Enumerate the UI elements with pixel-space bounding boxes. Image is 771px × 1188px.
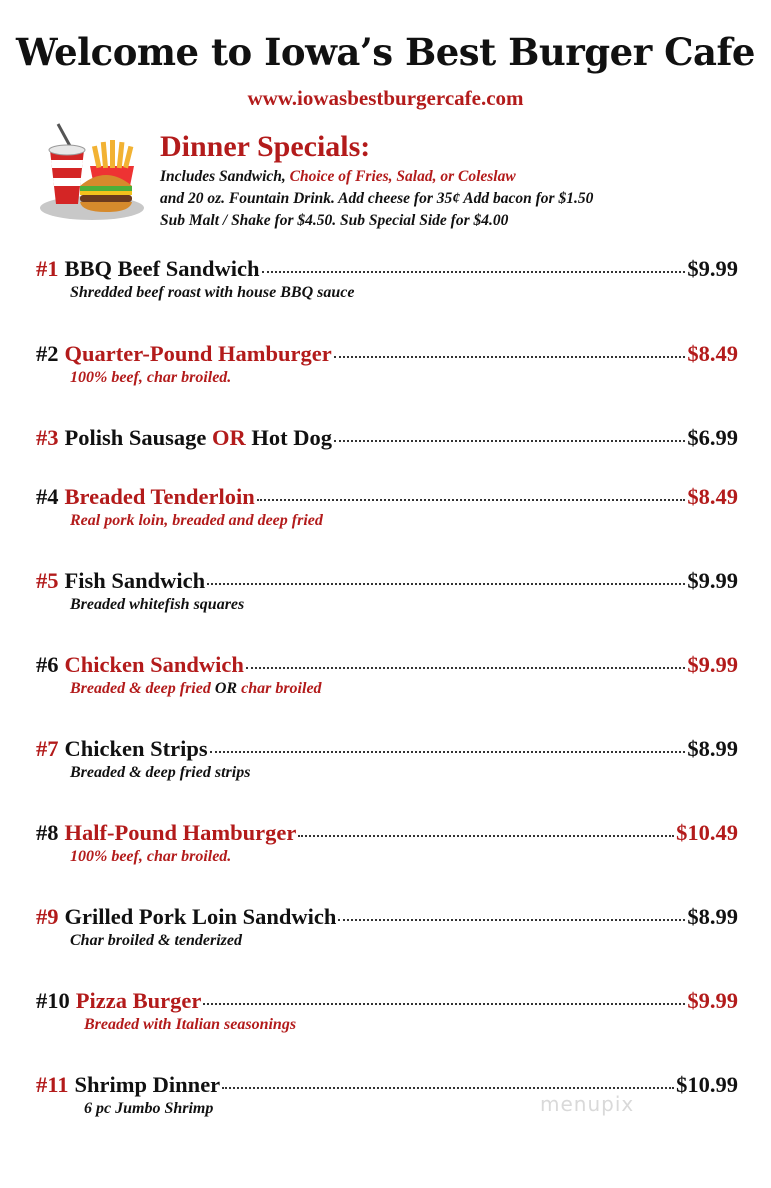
dot-leader [257,499,686,501]
item-description: Breaded & deep fried strips [70,764,251,781]
item-name: BBQ Beef Sandwich [64,256,260,281]
item-description: Real pork loin, breaded and deep fried [70,512,323,529]
item-price: $8.99 [687,904,738,929]
item-name-b: Hot Dog [245,425,333,450]
item-name: Shrimp Dinner [74,1072,221,1097]
item-name: Half-Pound Hamburger [64,820,297,845]
item-number: #2 [36,341,59,366]
watermark: menupix [540,1092,635,1116]
item-price: $9.99 [687,256,738,281]
menu-item [36,341,738,387]
item-description: 100% beef, char broiled. [70,848,232,865]
specials-description [160,166,750,232]
dot-leader [246,667,685,669]
item-name: Chicken Strips [64,736,208,761]
dot-leader [334,440,685,442]
item-description: Shredded beef roast with house BBQ sauce [70,284,355,301]
item-number: #7 [36,736,59,761]
item-number: #8 [36,820,59,845]
item-description [70,680,738,698]
item-price: $8.49 [687,341,738,366]
website-link[interactable]: www.iowasbestburgercafe.com [247,86,524,110]
item-description: 6 pc Jumbo Shrimp [84,1100,214,1117]
item-name-or: OR [212,425,246,450]
item-price: $6.99 [687,425,738,450]
item-desc-or: OR [214,680,238,697]
item-name: Breaded Tenderloin [64,484,255,509]
item-price: $9.99 [687,568,738,593]
item-price: $8.49 [687,484,738,509]
menu-item [36,820,738,866]
menu-item [36,484,738,530]
dot-leader [262,271,686,273]
item-number: #4 [36,484,59,509]
item-name-a: Polish Sausage [64,425,213,450]
burger-fries-drink-icon [36,116,148,226]
item-desc-b: char broiled [237,680,322,697]
menu-item [36,988,738,1034]
item-number: #5 [36,568,59,593]
specials-line3: Sub Malt / Shake for $4.50. Sub Special Side for $4.00 [160,212,509,229]
item-number: #6 [36,652,59,677]
item-number: #1 [36,256,59,281]
item-name: Fish Sandwich [64,568,206,593]
item-number: #11 [36,1072,69,1097]
item-desc-a: Breaded & deep fried [70,680,215,697]
menu-item [36,904,738,950]
menu-item [36,425,738,451]
item-description: 100% beef, char broiled. [70,369,232,386]
specials-title: Dinner Specials: [160,130,371,163]
item-price: $8.99 [687,736,738,761]
item-description: Char broiled & tenderized [70,932,243,949]
menu-item [36,568,738,614]
menu-item [36,736,738,782]
item-number: #3 [36,425,59,450]
item-description: Breaded with Italian seasonings [84,1016,297,1033]
dot-leader [207,583,685,585]
item-number: #9 [36,904,59,929]
page-title: Welcome to Iowa’s Best Burger Cafe [16,30,755,74]
item-name: Quarter-Pound Hamburger [64,341,332,366]
dot-leader [338,919,685,921]
specials-line1-a: Includes Sandwich, [160,168,290,185]
dot-leader [210,751,686,753]
dot-leader [334,356,686,358]
specials-line2: and 20 oz. Fountain Drink. Add cheese for 35¢ Add bacon for $1.50 [160,190,594,207]
menu-item [36,652,738,698]
item-name [65,425,333,451]
item-description: Breaded whitefish squares [70,596,245,613]
dot-leader [298,835,674,837]
menu-item [36,256,738,302]
item-name: Pizza Burger [75,988,202,1013]
item-price: $10.99 [676,1072,738,1097]
item-price: $9.99 [687,988,738,1013]
specials-line1-b: Choice of Fries, Salad, or Coleslaw [289,168,516,185]
dot-leader [222,1087,674,1089]
item-name: Chicken Sandwich [64,652,244,677]
item-name: Grilled Pork Loin Sandwich [64,904,337,929]
item-number: #10 [36,988,70,1013]
dot-leader [203,1003,685,1005]
item-price: $10.49 [676,820,738,845]
item-price: $9.99 [687,652,738,677]
